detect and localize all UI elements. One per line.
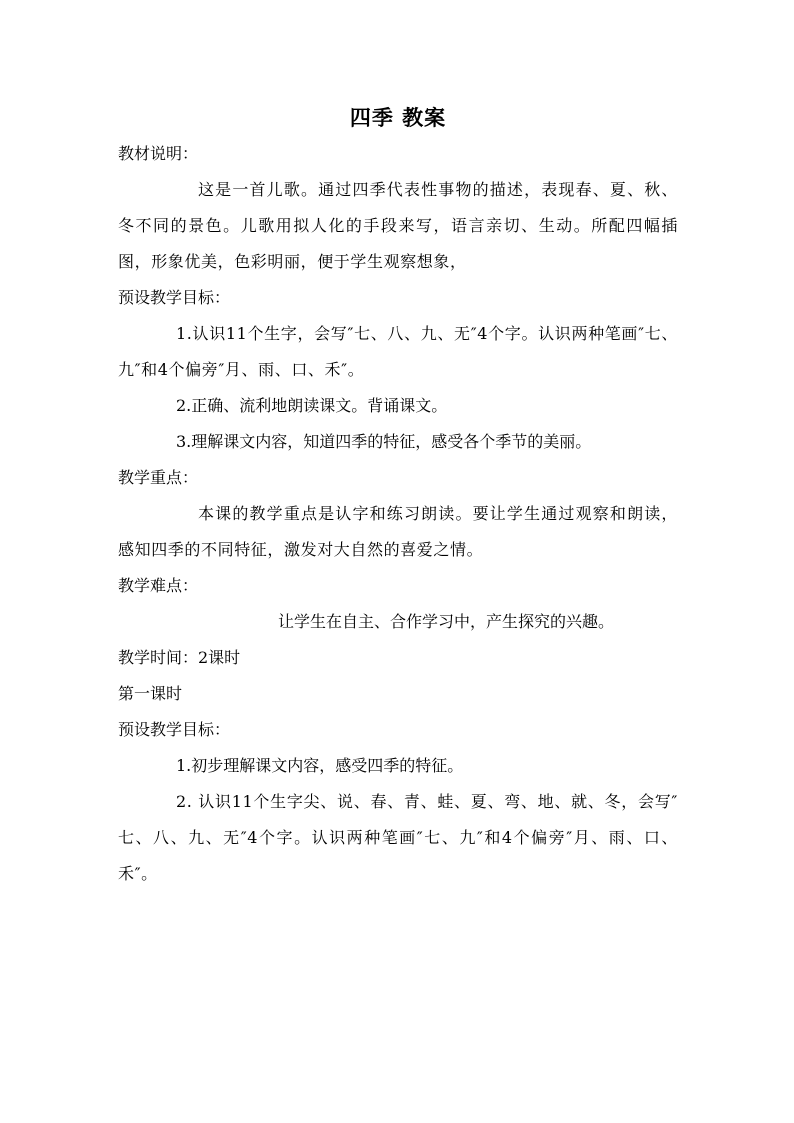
lesson-one-heading: 第一课时 (118, 684, 183, 703)
lesson-one-goal-2 (118, 784, 678, 892)
teaching-time: 教学时间：2课时 (118, 648, 241, 667)
document-title: 四季 教案 (349, 105, 447, 130)
goal-item-1-text: 1.认识11个生字，会写″七、八、九、无″4个字。认识两种笔画″七、九″和4个偏旁″月、雨、口、禾″。 (118, 324, 678, 379)
difficulties-paragraph: 让学生在自主、合作学习中，产生探究的兴趣。 (278, 612, 615, 631)
materials-paragraph: 这是一首儿歌。通过四季代表性事物的描述，表现春、夏、秋、冬不同的景色。儿歌用拟人化的手段来写，语言亲切、生动。所配四幅插图，形象优美，色彩明丽，便于学生观察想象， (118, 180, 678, 271)
section-heading-goals: 预设教学目标： (118, 288, 231, 307)
section-heading-materials: 教材说明： (118, 144, 199, 163)
lesson-one-goal-1: 1.初步理解课文内容，感受四季的特征。 (176, 756, 464, 775)
key-points-paragraph: 本课的教学重点是认字和练习朗读。要让学生通过观察和朗读，感知四季的不同特征，激发对大自然的喜爱之情。 (118, 504, 678, 559)
goal-item-1 (118, 316, 678, 388)
lesson-one-goal-2-text: 2. 认识11个生字尖、说、春、青、蛙、夏、弯、地、就、冬，会写″七、八、九、无″4个字。认识两种笔画″七、九″和4个偏旁″月、雨、口、禾″。 (118, 792, 678, 883)
goal-item-2: 2.正确、流利地朗读课文。背诵课文。 (176, 396, 448, 415)
section-heading-key-points: 教学重点： (118, 468, 199, 487)
lesson-one-goals-heading: 预设教学目标： (118, 720, 231, 739)
document-body (118, 100, 678, 892)
section-heading-difficulties: 教学难点： (118, 576, 199, 595)
goal-item-3: 3.理解课文内容，知道四季的特征，感受各个季节的美丽。 (176, 432, 592, 451)
